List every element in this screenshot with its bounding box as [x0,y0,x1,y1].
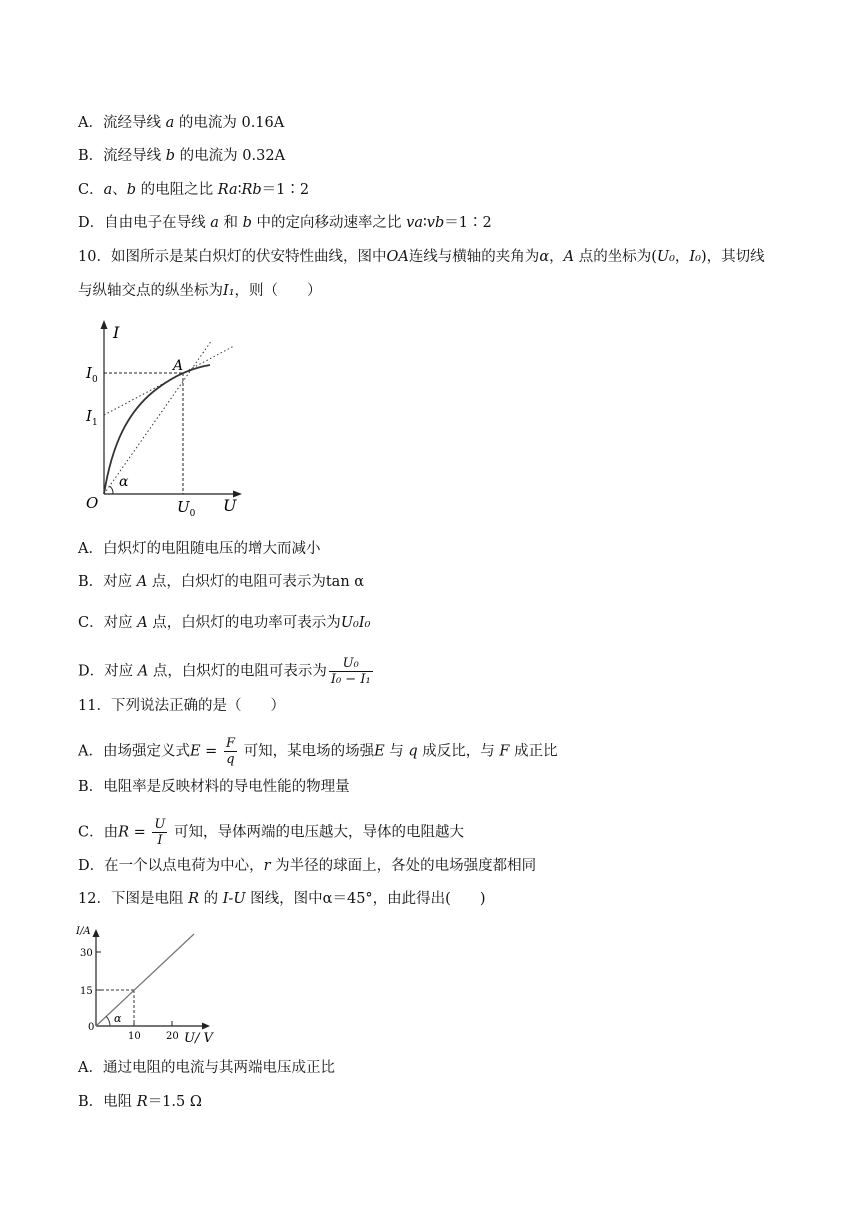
q12-y-tick-label-15: 15 [80,986,93,997]
q10-option-d: D．对应 A 点，白炽灯的电阻可表示为 $\frac{\text{U₀}}{\text{I₀ − I₁}}$ [78,656,371,687]
q11-option-c: C．由R = $\frac{U}{I}$ 可知，导体两端的电压越大，导体的电阻越大 [78,817,464,848]
q12-option-a: A．通过电阻的电流与其两端电压成正比 [78,1060,335,1076]
q10-option-b: B．对应 A 点，白炽灯的电阻可表示为tan α [78,574,365,590]
q9-option-a: A．流经导线 a 的电流为 0.16A [78,115,285,131]
q10-option-a: A．白炽灯的电阻随电压的增大而减小 [78,541,321,557]
q11-option-a-fraction: $\frac{F}{q}$ [225,736,235,767]
q11-option-d: D．在一个以点电荷为中心，r 为半径的球面上，各处的电场强度都相同 [78,858,537,874]
q12-x-tick-label-10: 10 [128,1031,141,1042]
q12-iu-line [96,934,194,1026]
q10-label-I0: $I_0$ [86,364,98,385]
q11-option-b: B．电阻率是反映材料的导电性能的物理量 [78,779,350,795]
q10-stem-line1: 10．如图所示是某白炽灯的伏安特性曲线，图中OA连线与横轴的夹角为α，A 点的坐标为(U₀，I₀)，其切线 [78,249,765,265]
q10-label-I1: $I_1$ [86,407,98,428]
q12-y-label: I/A [76,926,91,937]
q10-y-axis-arrow [101,320,108,329]
q10-option-d-fraction: $\frac{\text{U₀}}{\text{I₀ − I₁}}$ [330,656,371,687]
q10-option-c: C．对应 A 点，白炽灯的电功率可表示为U₀I₀ [78,615,371,631]
q10-angle-arc [110,486,114,494]
q9-option-b: B．流经导线 b 的电流为 0.32A [78,148,286,164]
q12-origin-label: 0 [88,1022,95,1033]
q12-angle-arc [106,1016,110,1026]
q10-iv-curve-graph [80,318,250,523]
q10-label-alpha: α [119,474,129,490]
q12-option-b: B．电阻 R＝1.5 Ω [78,1094,202,1110]
q11-option-c-fraction: $\frac{U}{I}$ [154,817,166,848]
q10-label-O: O [86,494,99,512]
q10-label-U: U [223,496,237,515]
q12-x-label: U/ V [184,1031,213,1046]
q12-iu-graph [76,922,226,1047]
q9-option-c: C．a、b 的电阻之比 Ra∶Rb＝1∶2 [78,182,310,198]
q10-label-U0: $U_0$ [177,498,196,519]
q12-x-axis-arrow [202,1023,210,1030]
q12-stem: 12．下图是电阻 R 的 I-U 图线，图中α＝45°，由此得出( ) [78,891,486,907]
q9-option-d: D．自由电子在导线 a 和 b 中的定向移动速率之比 va∶vb＝1∶2 [78,215,492,231]
q11-option-a: A．由场强定义式E = $\frac{F}{q}$ 可知，某电场的场强E 与 q 成反比，与 F 成正比 [78,736,558,767]
q12-y-tick-label-30: 30 [80,948,93,959]
q10-label-A: A [173,358,184,374]
q12-y-axis-arrow [93,929,100,937]
q11-stem: 11．下列说法正确的是（ ） [78,698,285,714]
q12-x-tick-label-20: 20 [166,1031,179,1042]
q12-alpha-label: α [114,1012,122,1025]
q10-label-I: I [113,323,120,342]
q10-stem-line2: 与纵轴交点的纵坐标为I₁，则（ ） [78,283,322,299]
q10-oa-line [104,340,212,494]
